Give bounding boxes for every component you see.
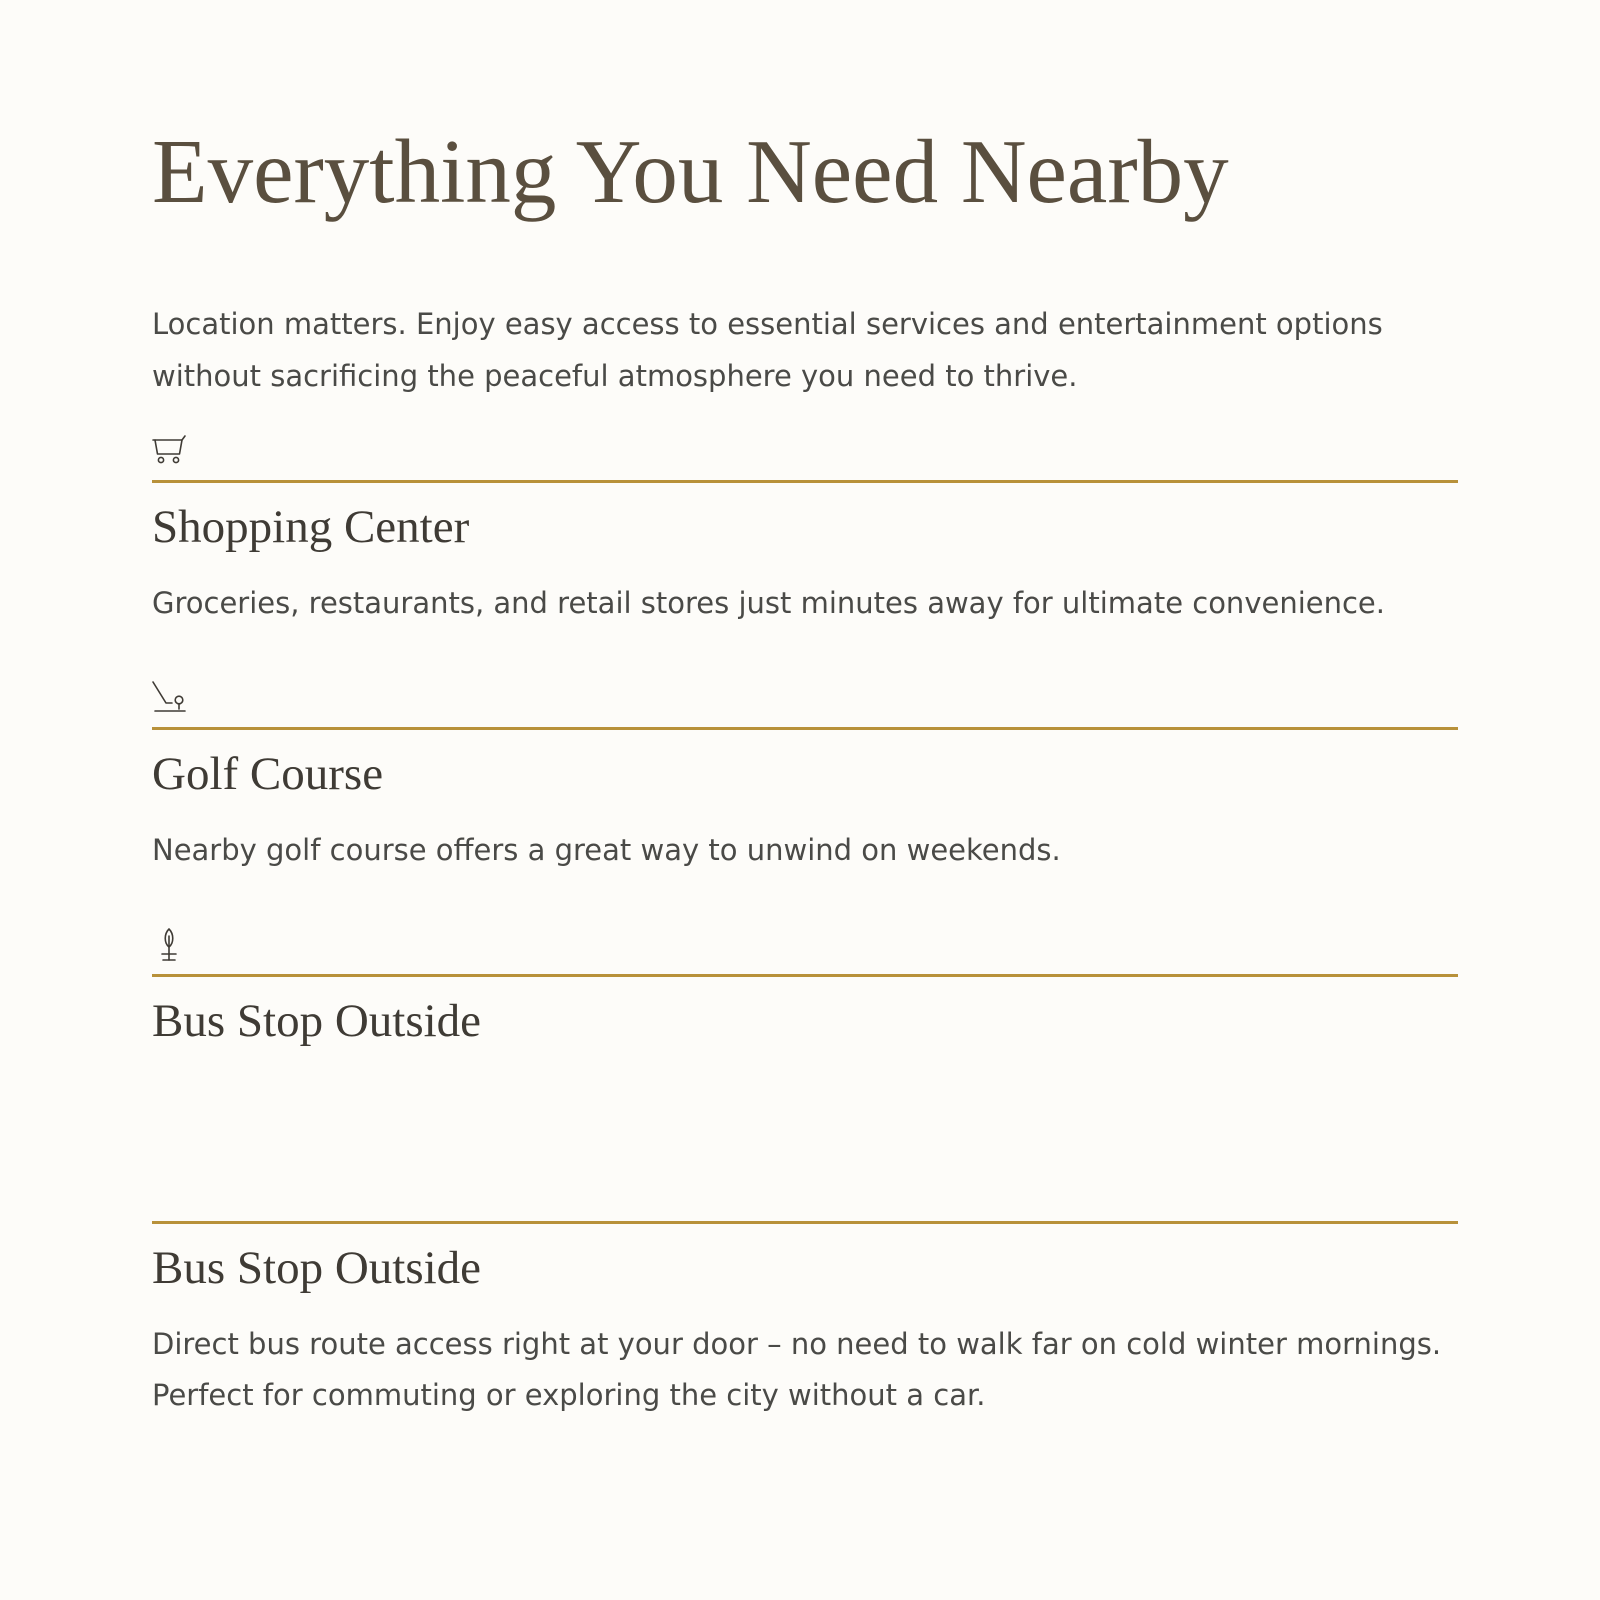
golf-club-icon [152, 681, 188, 717]
feature-title: Bus Stop Outside [152, 1242, 482, 1294]
page-title: Everything You Need Nearby [152, 121, 1229, 222]
feature-shopping-center [152, 434, 1458, 674]
feature-divider [152, 974, 1458, 977]
intro-paragraph: Location matters. Enjoy easy access to essential services and entertainment options without sacrificing the peaceful atmosphere you need to thrive. [152, 307, 1383, 393]
feature-divider [152, 1221, 1458, 1224]
feature-bus-stop-outside-detail [152, 1175, 1458, 1415]
feature-title: Golf Course [152, 748, 384, 800]
feature-description: Groceries, restaurants, and retail stores just minutes away for ultimate convenience. [152, 586, 1385, 620]
tree-icon [152, 928, 188, 964]
shopping-cart-icon [152, 434, 188, 470]
feature-title: Bus Stop Outside [152, 995, 482, 1047]
feature-title: Shopping Center [152, 501, 470, 553]
feature-description: Direct bus route access right at your door – no need to walk far on cold winter mornings. Perfect for commuting or exploring the city without a car. [152, 1327, 1442, 1412]
feature-divider [152, 480, 1458, 483]
feature-divider [152, 727, 1458, 730]
feature-description: Nearby golf course offers a great way to unwind on weekends. [152, 833, 1061, 867]
feature-bus-stop-outside [152, 928, 1458, 1168]
feature-golf-course [152, 681, 1458, 921]
